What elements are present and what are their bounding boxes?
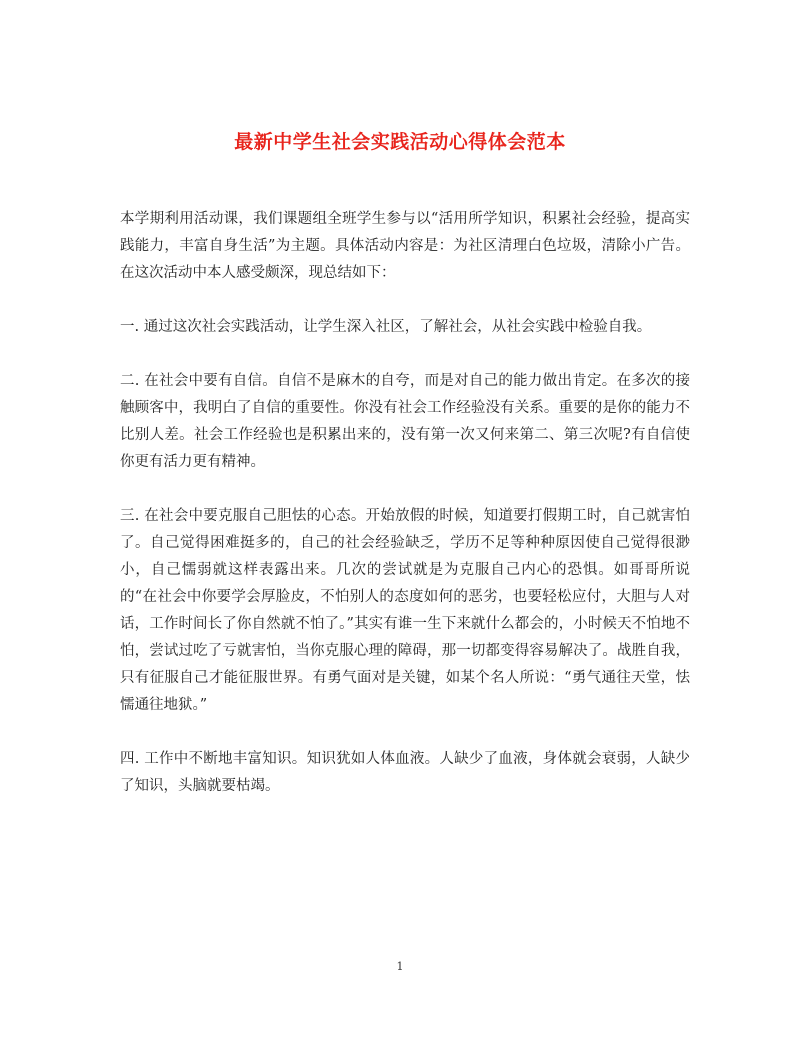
paragraph-point-1: 一. 通过这次社会实践活动，让学生深入社区，了解社会，从社会实践中检验自我。 xyxy=(120,319,652,335)
page-number: 1 xyxy=(396,960,404,973)
paragraph-point-3: 三. 在社会中要克服自己胆怯的心态。开始放假的时候，知道要打假期工时，自己就害怕了。自己觉得困难挺多的，自己的社会经验缺乏，学历不足等种种原因使自己觉得很渺小，自己懦弱就这样表露出来。几次的尝试就是为克服自己内心的恐惧。如哥哥所说的“在社会中你要学会厚脸皮，不怕别人的态度如何的恶劣，也要轻松应付，大胆与人对话，工作时间长了你自然就不怕了。”其实有谁一生下来就什么都会的，小时候天不怕地不怕，尝试过吃了亏就害怕，当你克服心理的障碍，那一切都变得容易解决了。战胜自我，只有征服自己才能征服世界。有勇气面对是关键，如某个名人所说：“勇气通往天堂，怯懦通往地狱。” xyxy=(120,508,690,713)
paragraph-point-4: 四. 工作中不断地丰富知识。知识犹如人体血液。人缺少了血液，身体就会衰弱，人缺少了知识，头脑就要枯竭。 xyxy=(120,751,690,794)
document-body xyxy=(120,206,690,827)
paragraph-intro: 本学期利用活动课，我们课题组全班学生参与以“活用所学知识，积累社会经验，提高实践能力，丰富自身生活”为主题。具体活动内容是：为社区清理白色垃圾，清除小广告。在这次活动中本人感受颇深，现总结如下： xyxy=(120,211,690,281)
paragraph-point-2: 二. 在社会中要有自信。自信不是麻木的自夸，而是对自己的能力做出肯定。在多次的接触顾客中，我明白了自信的重要性。你没有社会工作经验没有关系。重要的是你的能力不比别人差。社会工作经验也是积累出来的，没有第一次又何来第二、第三次呢?有自信使你更有活力更有精神。 xyxy=(120,373,690,470)
document-title: 最新中学生社会实践活动心得体会范本 xyxy=(234,130,566,153)
